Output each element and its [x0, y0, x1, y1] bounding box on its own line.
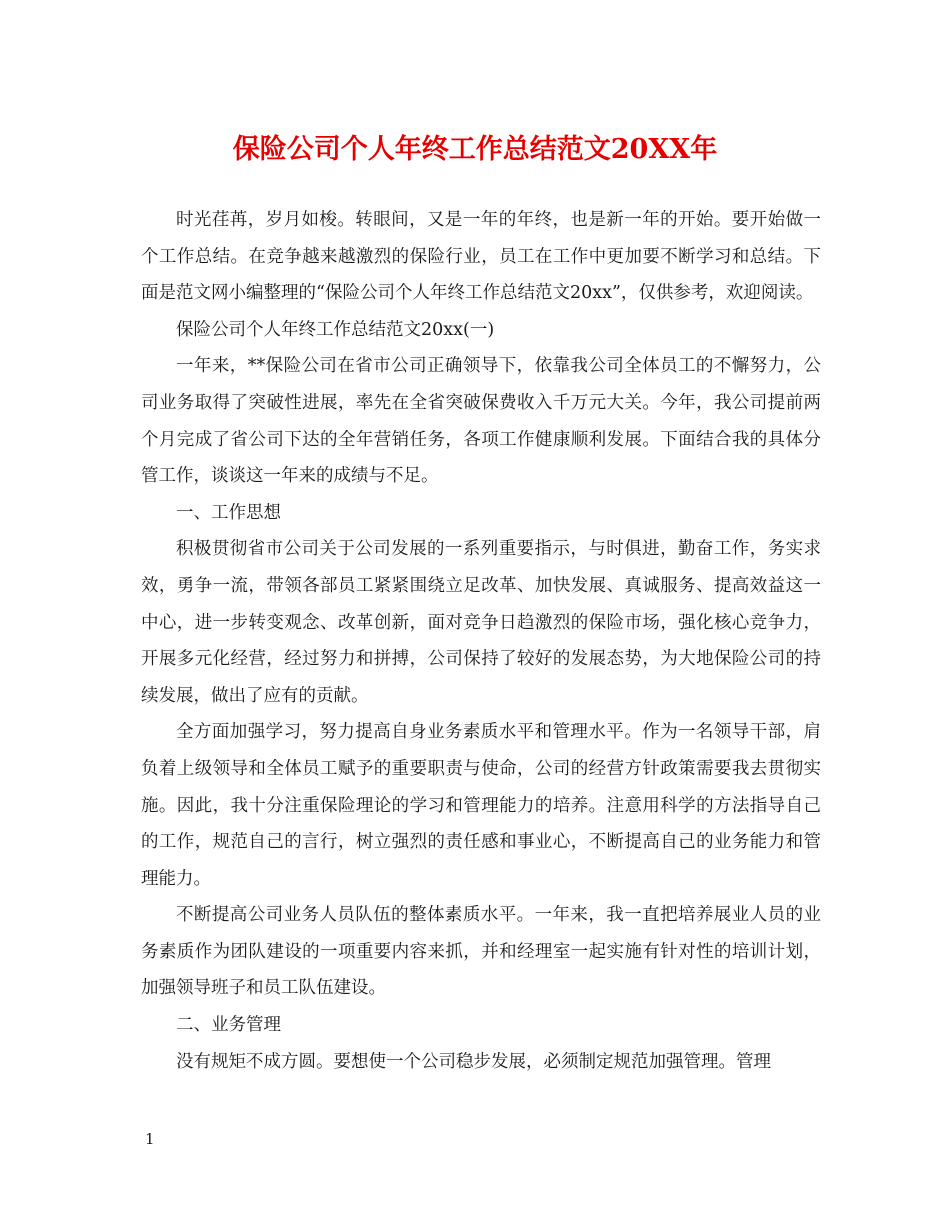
paragraph-intro: 时光荏苒，岁月如梭。转眼间，又是一年的年终，也是新一年的开始。要开始做一个工作总结。在竞争越来越激烈的保险行业，员工在工作中更加要不断学习和总结。下面是范文网小编整理的“保险公司个人年终工作总结范文20xx”，仅供参考，欢迎阅读。 [141, 210, 821, 304]
paragraph-business-management: 没有规矩不成方圆。要想使一个公司稳步发展，必须制定规范加强管理。管理 [176, 1051, 771, 1072]
paragraph-learning: 全方面加强学习，努力提高自身业务素质水平和管理水平。作为一名领导干部，肩负着上级领导和全体员工赋予的重要职责与使命，公司的经营方针政策需要我去贯彻实施。因此，我十分注重保险理论的学习和管理能力的培养。注意用科学的方法指导自己的工作，规范自己的言行，树立强烈的责任感和事业心，不断提高自己的业务能力和管理能力。 [141, 722, 821, 889]
paragraph-work-thought: 积极贯彻省市公司关于公司发展的一系列重要指示，与时俱进，勤奋工作，务实求效，勇争一流，带领各部员工紧紧围绕立足改革、加快发展、真诚服务、提高效益这一中心，进一步转变观念、改革创新，面对竞争日趋激烈的保险市场，强化核心竞争力，开展多元化经营，经过努力和拼搏，公司保持了较好的发展态势，为大地保险公司的持续发展，做出了应有的贡献。 [141, 539, 821, 706]
section-heading-business-management: 二、业务管理 [176, 1015, 281, 1036]
page-number: 1 [145, 1130, 155, 1148]
section-heading-work-thought: 一、工作思想 [176, 502, 281, 523]
document-title: 保险公司个人年终工作总结范文20XX年 [232, 134, 718, 165]
paragraph-team-quality: 不断提高公司业务人员队伍的整体素质水平。一年来，我一直把培养展业人员的业务素质作为团队建设的一项重要内容来抓，并和经理室一起实施有针对性的培训计划，加强领导班子和员工队伍建设。 [141, 905, 821, 999]
section-heading-part-one: 保险公司个人年终工作总结范文20xx(一) [176, 319, 495, 340]
paragraph-overview: 一年来，**保险公司在省市公司正确领导下，依靠我公司全体员工的不懈努力，公司业务取得了突破性进展，率先在全省突破保费收入千万元大关。今年，我公司提前两个月完成了省公司下达的全年营销任务，各项工作健康顺利发展。下面结合我的具体分管工作，谈谈这一年来的成绩与不足。 [141, 356, 821, 487]
document-body [141, 202, 821, 1080]
